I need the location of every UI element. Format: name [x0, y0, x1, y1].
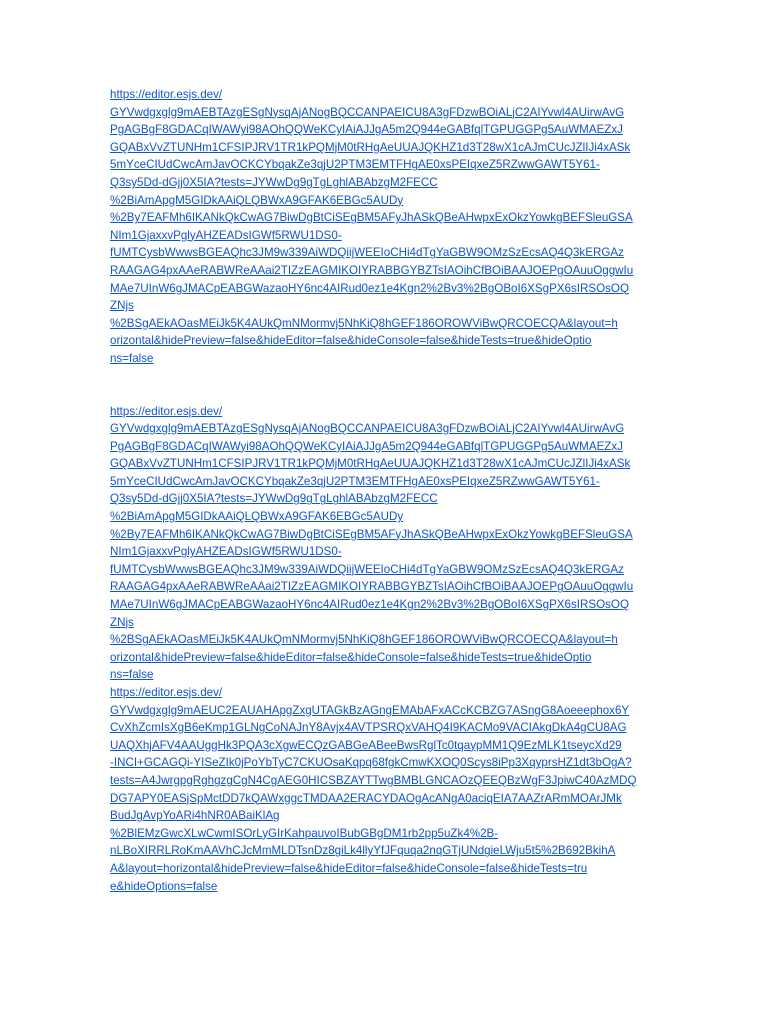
hyperlink-line[interactable]: %2BiAmApgM5GIDkAAiQLQBWxA9GFAK6EBGc5AUDy	[110, 510, 404, 524]
hyperlink-line[interactable]: %2BlEMzGwcXLwCwmISOrLyGIrKahpauvoIBubGBgDM1rb2pp5uZk4%2B-	[110, 826, 499, 840]
hyperlink-line[interactable]: PgAGBgF8GDACqIWAWyi98AOhQQWeKCyIAiAJJgA5m2Q944eGABfqlTGPUGGPg5AuWMAEZxJ	[110, 123, 623, 137]
hyperlink-line[interactable]: GQABxVvZTUNHm1CFSIPJRV1TR1kPQMjM0tRHgAeUUAJQKHZ1d3T28wX1cAJmCUcJZlIJi4xASk	[110, 457, 631, 471]
hyperlink-line[interactable]: orizontal&hidePreview=false&hideEditor=false&hideConsole=false&hideTests=true&hideOptio	[110, 334, 592, 348]
hyperlink-line[interactable]: Q3sy5Dd-dGjj0X5IA?tests=JYWwDg9gTgLghlABAbzgM2FECC	[110, 492, 438, 506]
hyperlink-line[interactable]: BudJgAvpYoARi4hNR0ABaiKlAg	[110, 809, 280, 823]
hyperlink-line[interactable]: CvXhZcmIsXgB6eKmp1GLNgCoNAJnY8Avjx4AVTPSRQxVAHQ4I9KACMo9VACIAkgDkA4gCU8AG	[110, 721, 627, 735]
hyperlink-line[interactable]: UAQXhjAFV4AAUggHk3PQA3cXgwECQzGABGeABeeBwsRglTc0tqaypMM1Q9EzMLK1tseycXd29	[110, 738, 622, 752]
link-block-3[interactable]	[110, 684, 658, 895]
hyperlink-line[interactable]: %2BSgAEkAOasMEiJk5K4AUkQmNMormvj5NhKiQ8hGEF186OROWViBwQRCOECQA&layout=h	[110, 316, 618, 330]
hyperlink-line[interactable]: RAAGAG4pxAAeRABWReAAai2TIZzEAGMIKOIYRABBGYBZTsIAOihCfBOiBAAJOEPgOAuuOggwIu	[110, 580, 634, 594]
document-body	[110, 86, 658, 895]
hyperlink-line[interactable]: GYVwdgxglg9mAEBTAzgESgNysqAjANogBQCCANPAEICU8A3gFDzwBOiALjC2AIYvwl4AUirwAvG	[110, 422, 625, 436]
hyperlink-line[interactable]: https://editor.esjs.dev/	[110, 404, 223, 418]
hyperlink-line[interactable]: -INCI+GCAGQi-YISeZIk0jPoYbTyC7CKUOsaKqpq68fgkCmwKXOQ0Scys8iPp3XqyprsHZ1dt3bOgA?	[110, 756, 632, 770]
hyperlink-line[interactable]: fUMTCysbWwwsBGEAQhc3JM9w339AiWDQiijWEEIoCHi4dTgYaGBW9OMzSzEcsAQ4Q3kERGAz	[110, 246, 624, 260]
hyperlink-line[interactable]: GQABxVvZTUNHm1CFSIPJRV1TR1kPQMjM0tRHgAeUUAJQKHZ1d3T28wX1cAJmCUcJZlIJi4xASk	[110, 140, 631, 154]
hyperlink-line[interactable]: %2By7EAFMh6IKANkQkCwAG7BiwDgBtCiSEgBM5AFyJhASkQBeAHwpxExOkzYowkgBEFSleuGSA	[110, 211, 633, 225]
hyperlink-line[interactable]: NIm1GjaxxvPglyAHZEADsIGWf5RWU1DS0-	[110, 545, 342, 559]
hyperlink-line[interactable]: ZNjs	[110, 615, 134, 629]
hyperlink-line[interactable]: %2By7EAFMh6IKANkQkCwAG7BiwDgBtCiSEgBM5AFyJhASkQBeAHwpxExOkzYowkgBEFSleuGSA	[110, 527, 633, 541]
hyperlink-line[interactable]: RAAGAG4pxAAeRABWReAAai2TIZzEAGMIKOIYRABBGYBZTsIAOihCfBOiBAAJOEPgOAuuOggwIu	[110, 263, 634, 277]
hyperlink-line[interactable]: https://editor.esjs.dev/	[110, 88, 223, 101]
hyperlink-line[interactable]: 5mYceCIUdCwcAmJavOCKCYbqakZe3qjU2PTM3EMTFHgAE0xsPEIqxeZ5RZwwGAWT5Y61-	[110, 474, 600, 488]
hyperlink-line[interactable]: ZNjs	[110, 299, 134, 313]
hyperlink-line[interactable]: nLBoXIRRLRoKmAAVhCJcMmMLDTsnDz8giLk4llyYfJFquqa2nqGTjUNdgieLWju5t5%2B692BkihA	[110, 844, 616, 858]
link-block-2[interactable]	[110, 403, 658, 685]
hyperlink-line[interactable]: 5mYceCIUdCwcAmJavOCKCYbqakZe3qjU2PTM3EMTFHgAE0xsPEIqxeZ5RZwwGAWT5Y61-	[110, 158, 600, 172]
hyperlink-line[interactable]: NIm1GjaxxvPglyAHZEADsIGWf5RWU1DS0-	[110, 228, 342, 242]
hyperlink-line[interactable]: e&hideOptions=false	[110, 879, 218, 893]
hyperlink-line[interactable]: DG7APY0EASjSpMctDD7kQAWxggcTMDAA2ERACYDAOgAcANgA0aciqEIA7AAZrARmMOArJMk	[110, 791, 622, 805]
hyperlink-line[interactable]: tests=A4JwrgpgRghgzgCgN4CgAEG0HICSBZAYTTwgBMBLGNCAOzQEEQBzWgF3JpiwC40AzMDQ	[110, 773, 637, 787]
hyperlink-line[interactable]: %2BSgAEkAOasMEiJk5K4AUkQmNMormvj5NhKiQ8hGEF186OROWViBwQRCOECQA&layout=h	[110, 633, 618, 647]
hyperlink-line[interactable]: MAe7UInW6gJMACpEABGWazaoHY6nc4AIRud0ez1e4Kgn2%2Bv3%2BgOBoI6XSgPX6sIRSOsOQ	[110, 281, 629, 295]
hyperlink-line[interactable]: GYVwdgxglg9mAEBTAzgESgNysqAjANogBQCCANPAEICU8A3gFDzwBOiALjC2AIYvwl4AUirwAvG	[110, 105, 625, 119]
link-block-1[interactable]	[110, 86, 658, 368]
hyperlink-line[interactable]: GYVwdgxglg9mAEUC2EAUAHApgZxgUTAGkBzAGngEMAbAFxACcKCBZG7ASngG8Aoeeephox6Y	[110, 703, 630, 717]
hyperlink-line[interactable]: fUMTCysbWwwsBGEAQhc3JM9w339AiWDQiijWEEIoCHi4dTgYaGBW9OMzSzEcsAQ4Q3kERGAz	[110, 562, 624, 576]
hyperlink-line[interactable]: https://editor.esjs.dev/	[110, 686, 223, 699]
hyperlink-line[interactable]: ns=false	[110, 668, 154, 682]
hyperlink-line[interactable]: ns=false	[110, 351, 154, 365]
hyperlink-line[interactable]: A&layout=horizontal&hidePreview=false&hideEditor=false&hideConsole=false&hideTests=tru	[110, 861, 588, 875]
paragraph-spacer	[110, 368, 658, 403]
hyperlink-line[interactable]: %2BiAmApgM5GIDkAAiQLQBWxA9GFAK6EBGc5AUDy	[110, 193, 404, 207]
hyperlink-line[interactable]: MAe7UInW6gJMACpEABGWazaoHY6nc4AIRud0ez1e4Kgn2%2Bv3%2BgOBoI6XSgPX6sIRSOsOQ	[110, 598, 629, 612]
hyperlink-line[interactable]: PgAGBgF8GDACqIWAWyi98AOhQQWeKCyIAiAJJgA5m2Q944eGABfqlTGPUGGPg5AuWMAEZxJ	[110, 439, 623, 453]
hyperlink-line[interactable]: orizontal&hidePreview=false&hideEditor=false&hideConsole=false&hideTests=true&hideOptio	[110, 650, 592, 664]
hyperlink-line[interactable]: Q3sy5Dd-dGjj0X5IA?tests=JYWwDg9gTgLghlABAbzgM2FECC	[110, 175, 438, 189]
